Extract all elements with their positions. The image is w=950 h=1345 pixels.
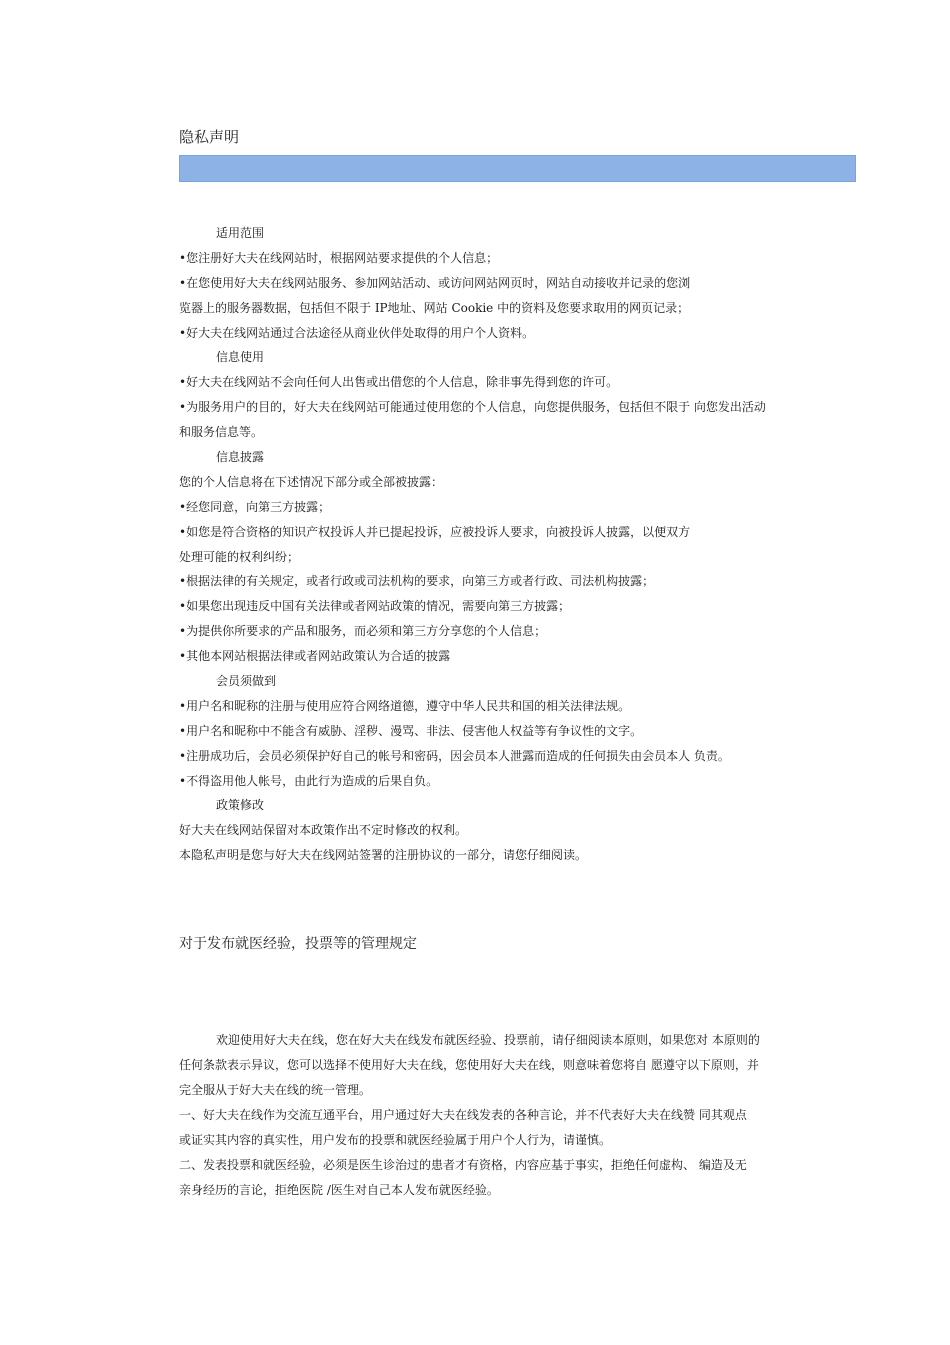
paragraph-line: 好大夫在线网站保留对本政策作出不定时修改的权利。	[179, 823, 468, 838]
header-bar	[179, 155, 856, 182]
section-heading: 信息使用	[216, 350, 265, 365]
paragraph-line: 览器上的服务器数据，包括但不限于 IP地址、网站 Cookie 中的资料及您要求取用的网页记录；	[179, 300, 690, 315]
paragraph-line: •如您是符合资格的知识产权投诉人并已提起投诉，应被投诉人要求，向被投诉人披露，以便双方	[179, 524, 691, 539]
paragraph-line: •为服务用户的目的，好大夫在线网站可能通过使用您的个人信息，向您提供服务，包括但不限于 向您发出活动	[179, 400, 766, 415]
paragraph-line: •在您使用好大夫在线网站服务、参加网站活动、或访问网站网页时，网站自动接收并记录的您浏	[179, 275, 691, 290]
paragraph-line: •注册成功后，会员必须保护好自己的帐号和密码，因会员本人泄露而造成的任何损失由会员本人 负责。	[179, 748, 730, 763]
paragraph-line: •好大夫在线网站不会向任何人出售或出借您的个人信息，除非事先得到您的许可。	[179, 375, 619, 390]
paragraph-line: •如果您出现违反中国有关法律或者网站政策的情况，需要向第三方披露；	[179, 599, 571, 614]
paragraph-line: •用户名和昵称中不能含有威胁、淫秽、漫骂、非法、侵害他人权益等有争议性的文字。	[179, 723, 643, 738]
paragraph-line: 和服务信息等。	[179, 425, 264, 440]
section-heading: 信息披露	[216, 450, 265, 465]
paragraph-line: •您注册好大夫在线网站时，根据网站要求提供的个人信息；	[179, 250, 499, 265]
paragraph-line: 欢迎使用好大夫在线，您在好大夫在线发布就医经验、投票前，请仔细阅读本原则，如果您对 本原则的	[216, 1033, 760, 1047]
paragraph-line: 任何条款表示异议，您可以选择不使用好大夫在线，您使用好大夫在线，则意味着您将自 愿遵守以下原则，并	[179, 1058, 759, 1072]
paragraph-line: •好大夫在线网站通过合法途径从商业伙伴处取得的用户个人资料。	[179, 325, 535, 340]
paragraph-line: 本隐私声明是您与好大夫在线网站签署的注册协议的一部分，请您仔细阅读。	[179, 848, 588, 863]
paragraph-line: •不得盗用他人帐号，由此行为造成的后果自负。	[179, 773, 439, 788]
paragraph-line: •根据法律的有关规定，或者行政或司法机构的要求，向第三方或者行政、司法机构披露；	[179, 574, 655, 589]
privacy-statement-body	[179, 221, 839, 868]
paragraph-line: 或证实其内容的真实性，用户发布的投票和就医经验属于用户个人行为，请谨慎。	[179, 1133, 612, 1147]
paragraph-line: •经您同意，向第三方披露；	[179, 499, 331, 514]
paragraph-line: 完全服从于好大夫在线的统一管理。	[179, 1083, 372, 1097]
paragraph-line: •其他本网站根据法律或者网站政策认为合适的披露	[179, 649, 451, 664]
section-title-rules: 对于发布就医经验，投票等的管理规定	[179, 936, 417, 952]
page-title: 隐私声明	[179, 128, 240, 146]
paragraph-line: 您的个人信息将在下述情况下部分或全部被披露：	[179, 474, 444, 489]
paragraph-line: •用户名和昵称的注册与使用应符合网络道德，遵守中华人民共和国的相关法律法规。	[179, 698, 631, 713]
paragraph-line: 处理可能的权利纠纷；	[179, 549, 300, 564]
section-heading: 适用范围	[216, 226, 265, 240]
paragraph-line: 亲身经历的言论，拒绝医院 /医生对自己本人发布就医经验。	[179, 1183, 499, 1197]
rules-body	[179, 1028, 809, 1203]
section-heading: 政策修改	[216, 798, 265, 813]
section-heading: 会员须做到	[216, 674, 277, 689]
paragraph-line: •为提供你所要求的产品和服务，而必须和第三方分享您的个人信息；	[179, 624, 547, 639]
paragraph-line: 二、发表投票和就医经验，必须是医生诊治过的患者才有资格，内容应基于事实，拒绝任何虚构、 编造及无	[179, 1158, 747, 1172]
paragraph-line: 一、好大夫在线作为交流互通平台，用户通过好大夫在线发表的各种言论，并不代表好大夫在线赞 同其观点	[179, 1108, 747, 1122]
